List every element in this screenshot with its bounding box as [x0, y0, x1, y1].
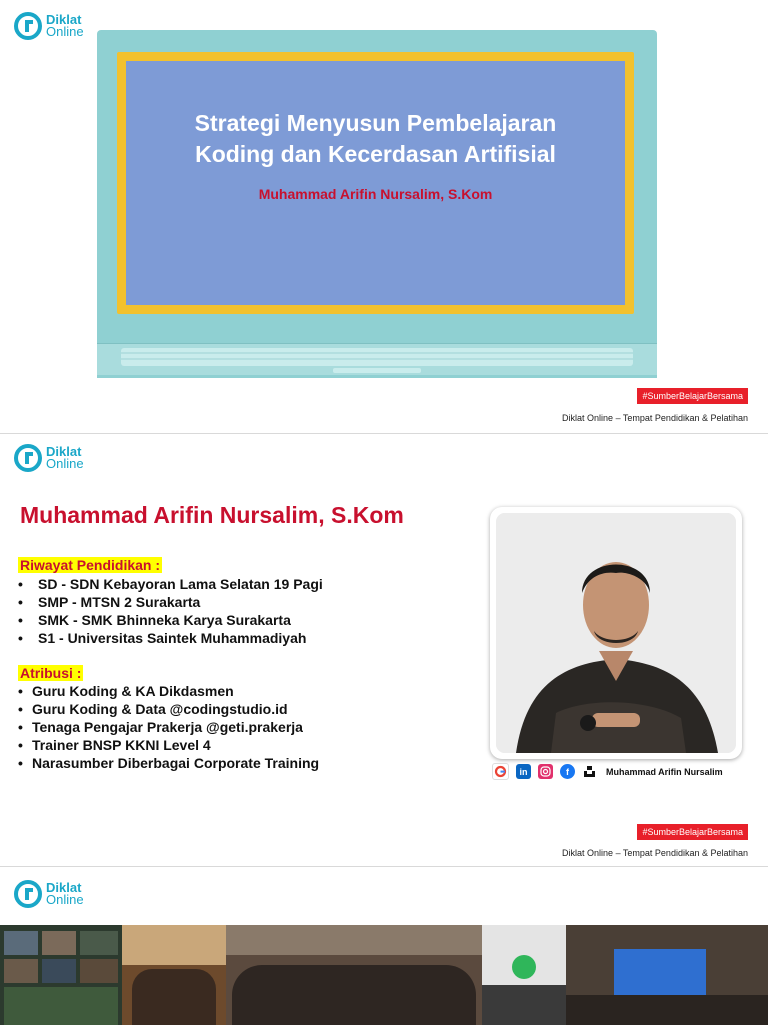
- unsplash-icon[interactable]: [582, 764, 597, 779]
- profile-photo-card: [490, 507, 742, 759]
- list-item: • Trainer BNSP KKNI Level 4: [18, 736, 319, 754]
- list-item: • Guru Koding & Data @codingstudio.id: [18, 700, 319, 718]
- slide-gallery: [0, 866, 768, 1025]
- keyboard-row: [121, 352, 633, 354]
- list-item: • SD - SDN Kebayoran Lama Selatan 19 Pagi: [18, 575, 323, 593]
- social-links: [492, 763, 723, 780]
- list-item: • SMK - SMK Bhinneka Karya Surakarta: [18, 611, 323, 629]
- person-portrait-illustration: [496, 513, 736, 753]
- social-display-name: Muhammad Arifin Nursalim: [606, 766, 723, 777]
- logo-text-line1: Diklat: [46, 12, 82, 27]
- diklat-logo-icon: [14, 444, 42, 472]
- gallery-photo-seminar: [566, 925, 768, 1025]
- education-label: Riwayat Pendidikan :: [20, 557, 161, 573]
- laptop-lid: [97, 30, 657, 343]
- list-item: • SMP - MTSN 2 Surakarta: [18, 593, 323, 611]
- laptop-bottom-edge: [97, 375, 657, 378]
- profile-name-heading: Muhammad Arifin Nursalim, S.Kom: [20, 502, 404, 528]
- diklat-logo-icon: [14, 12, 42, 40]
- trackpad: [333, 368, 421, 373]
- google-icon[interactable]: [492, 763, 509, 780]
- hashtag-badge: #SumberBelajarBersama: [637, 388, 748, 404]
- list-item: • Narasumber Diberbagai Corporate Training: [18, 754, 319, 772]
- slide-title: [0, 0, 768, 432]
- photo-gallery: [0, 925, 768, 1025]
- slide-profile: [0, 433, 768, 866]
- keyboard-row: [121, 358, 633, 360]
- list-item: • Guru Koding & KA Dikdasmen: [18, 682, 319, 700]
- keyboard-area: [121, 348, 633, 366]
- footer-text: Diklat Online – Tempat Pendidikan & Pelatihan: [562, 848, 748, 858]
- gallery-photo-video-call: [0, 925, 122, 1025]
- list-item: • S1 - Universitas Saintek Muhammadiyah: [18, 629, 323, 647]
- facebook-icon[interactable]: f: [560, 764, 575, 779]
- logo-text-line2: Online: [46, 892, 84, 907]
- laptop-screen: [126, 61, 625, 305]
- diklat-online-logo: [14, 444, 84, 472]
- linkedin-icon[interactable]: in: [516, 764, 531, 779]
- education-list: [18, 575, 323, 647]
- diklat-online-logo: [14, 880, 84, 908]
- presenter-name: Muhammad Arifin Nursalim, S.Kom: [258, 186, 493, 202]
- footer-text: Diklat Online – Tempat Pendidikan & Pelatihan: [562, 413, 748, 423]
- attribution-list: [18, 682, 319, 772]
- gallery-photo-coding-studio: [482, 925, 566, 1025]
- profile-photo: [496, 513, 736, 753]
- diklat-online-logo: [14, 12, 84, 40]
- attribution-label: Atribusi :: [20, 665, 82, 681]
- gallery-photo-group: [122, 925, 226, 1025]
- diklat-logo-icon: [14, 880, 42, 908]
- list-item: • Tenaga Pengajar Prakerja @geti.prakerja: [18, 718, 319, 736]
- logo-text-line1: Diklat: [46, 444, 82, 459]
- instagram-icon[interactable]: [538, 764, 553, 779]
- logo-text-line2: Online: [46, 24, 84, 39]
- hashtag-badge: #SumberBelajarBersama: [637, 824, 748, 840]
- screen-frame: [117, 52, 634, 314]
- gallery-photo-training-room: [226, 925, 482, 1025]
- logo-text-line1: Diklat: [46, 880, 82, 895]
- logo-text-line2: Online: [46, 456, 84, 471]
- laptop-keyboard-base: [97, 343, 657, 376]
- presentation-title: Strategi Menyusun Pembelajaran Koding dan Kecerdasan Artifisial: [194, 110, 557, 167]
- laptop-illustration: [97, 30, 657, 378]
